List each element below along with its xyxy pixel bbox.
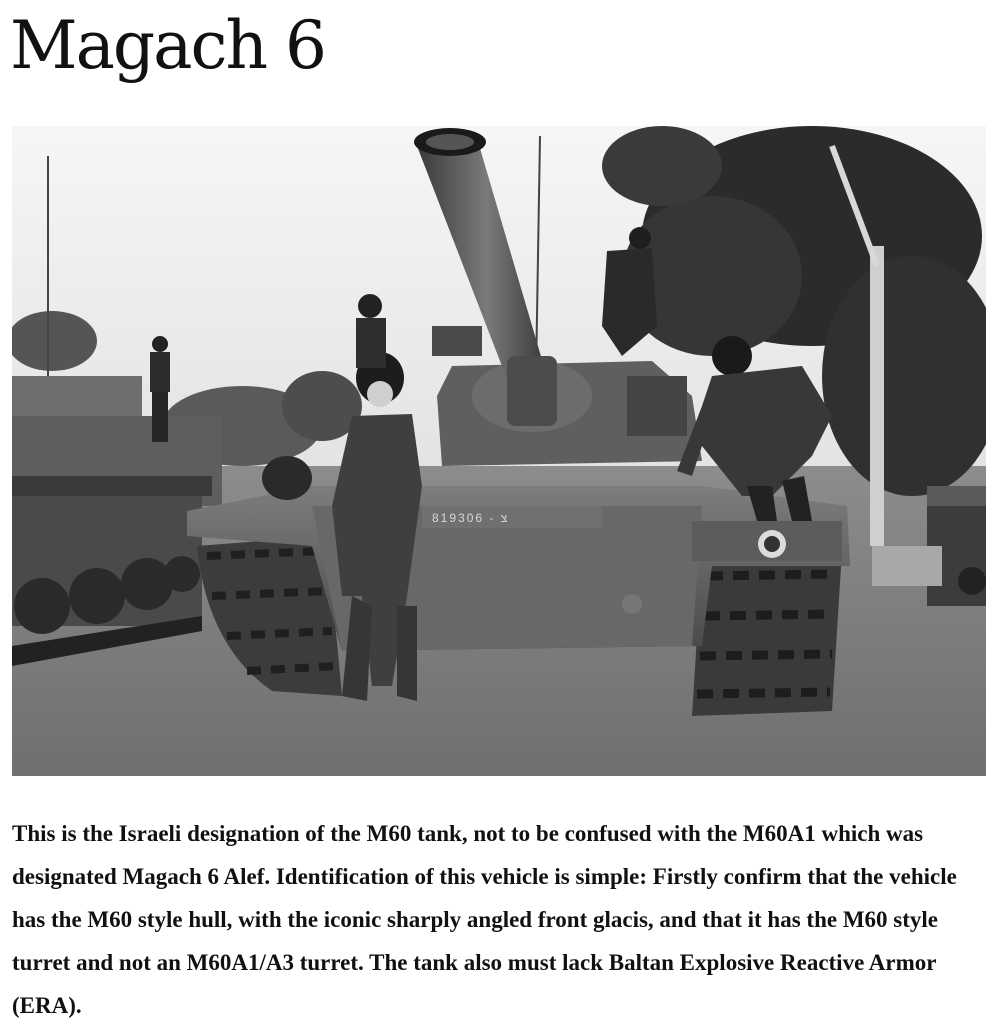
tank-photo-illustration	[12, 126, 986, 776]
page-title: Magach 6	[10, 7, 325, 84]
debris	[872, 546, 942, 586]
tank-photo	[12, 126, 986, 776]
main-tank-right-track	[692, 551, 842, 716]
soldier-back-left	[356, 294, 386, 368]
article-paragraph: This is the Israeli designation of the M60 tank, not to be confused with the M60A1 which was designated Magach 6 Alef. Identification of this vehicle is simple: Firstly confirm that the vehicle has the M60 style hull, with the iconic sharply angled front glacis, and that it has the M60 style turret and not an M60A1/A3 turret. The tank also must lack Baltan Explosive Reactive Armor (ERA).	[12, 821, 957, 1018]
hull-marking: 819306 - צ	[432, 511, 510, 525]
